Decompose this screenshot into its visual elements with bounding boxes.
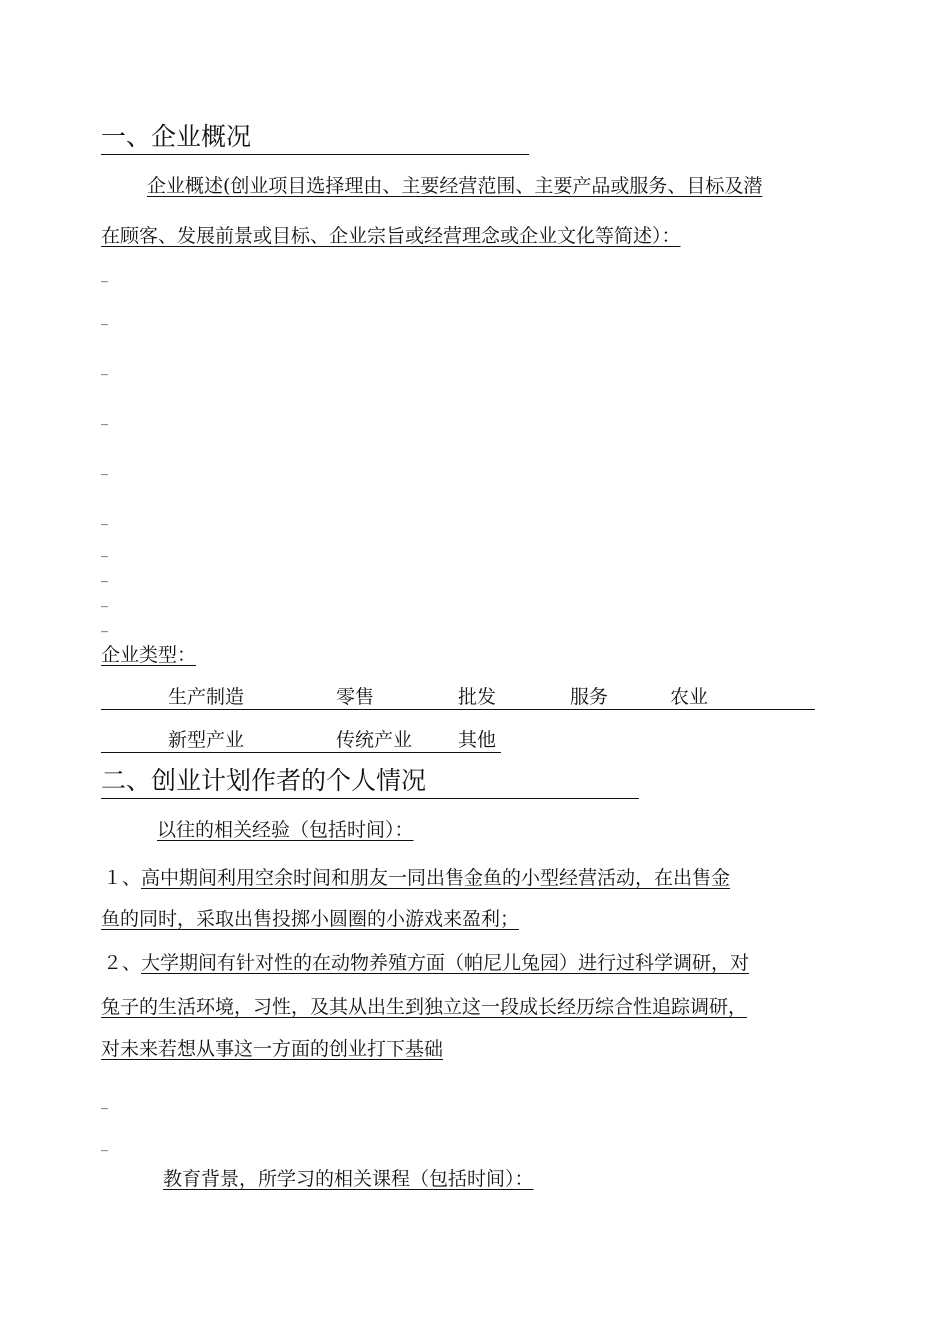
blank-line-3[interactable]: _ <box>101 360 108 376</box>
section-1-heading-text: 一、企业概况 <box>101 122 252 151</box>
item-1-line-1-text: 高中期间利用空余时间和朋友一同出售金鱼的小型经营活动，在出售金 <box>141 867 731 889</box>
blank-line-2[interactable]: _ <box>101 310 108 326</box>
experience-item-2-line-1 <box>103 951 749 975</box>
overview-line-1-text: 企业概述(创业项目选择理由、主要经营范围、主要产品或服务、目标及潜 <box>147 175 763 197</box>
enterprise-type-row-2 <box>101 728 501 753</box>
education-label-text: 教育背景，所学习的相关课程（包括时间）： <box>163 1168 534 1190</box>
blank-line-6[interactable]: _ <box>101 510 108 526</box>
blank-line-9[interactable]: _ <box>101 592 108 608</box>
type-option-agriculture[interactable]: 农业 <box>670 686 709 708</box>
type-option-traditional[interactable]: 传统产业 <box>336 729 413 751</box>
type-option-wholesale[interactable]: 批发 <box>458 686 497 708</box>
type-option-manufacturing[interactable]: 生产制造 <box>168 686 245 708</box>
overview-line-2 <box>101 224 681 248</box>
education-label <box>101 1167 534 1191</box>
item-2-number: ２、 <box>103 952 142 974</box>
item-2-line-2-text: 兔子的生活环境，习性，及其从出生到独立这一段成长经历综合性追踪调研， <box>101 996 748 1018</box>
item-2-line-3-text: 对未来若想从事这一方面的创业打下基础 <box>101 1038 444 1060</box>
item-2-line-1-text: 大学期间有针对性的在动物养殖方面（帕尼儿兔园）进行过科学调研，对 <box>141 952 750 974</box>
type-option-other[interactable]: 其他 <box>458 729 497 751</box>
blank-line-12[interactable]: _ <box>101 1136 108 1152</box>
experience-item-2-line-2 <box>101 995 747 1019</box>
section-2-heading <box>101 766 639 799</box>
type-option-retail[interactable]: 零售 <box>336 686 375 708</box>
experience-item-2-line-3 <box>101 1037 443 1061</box>
experience-item-1-line-2 <box>101 907 519 931</box>
type-option-service[interactable]: 服务 <box>570 686 609 708</box>
overview-line-2-text: 在顾客、发展前景或目标、企业宗旨或经营理念或企业文化等简述）： <box>101 225 681 247</box>
blank-line-4[interactable]: _ <box>101 410 108 426</box>
overview-line-1 <box>101 174 762 198</box>
experience-label-text: 以往的相关经验（包括时间）： <box>157 819 414 841</box>
blank-line-5[interactable]: _ <box>101 460 108 476</box>
enterprise-type-row-1 <box>101 685 815 710</box>
item-1-number: １、 <box>103 867 142 889</box>
item-1-line-2-text: 鱼的同时，采取出售投掷小圆圈的小游戏来盈利； <box>101 908 520 930</box>
blank-line-7[interactable]: _ <box>101 542 108 558</box>
blank-line-1[interactable]: _ <box>101 267 108 283</box>
section-2-heading-text: 二、创业计划作者的个人情况 <box>101 766 427 795</box>
blank-line-10[interactable]: _ <box>101 617 108 633</box>
enterprise-type-label-text: 企业类型： <box>101 644 197 666</box>
experience-label <box>101 818 414 842</box>
experience-item-1-line-1 <box>103 866 730 890</box>
blank-line-8[interactable]: _ <box>101 567 108 583</box>
type-option-emerging[interactable]: 新型产业 <box>168 729 245 751</box>
enterprise-type-label <box>101 643 196 667</box>
blank-line-11[interactable]: _ <box>101 1094 108 1110</box>
section-1-heading <box>101 122 529 155</box>
